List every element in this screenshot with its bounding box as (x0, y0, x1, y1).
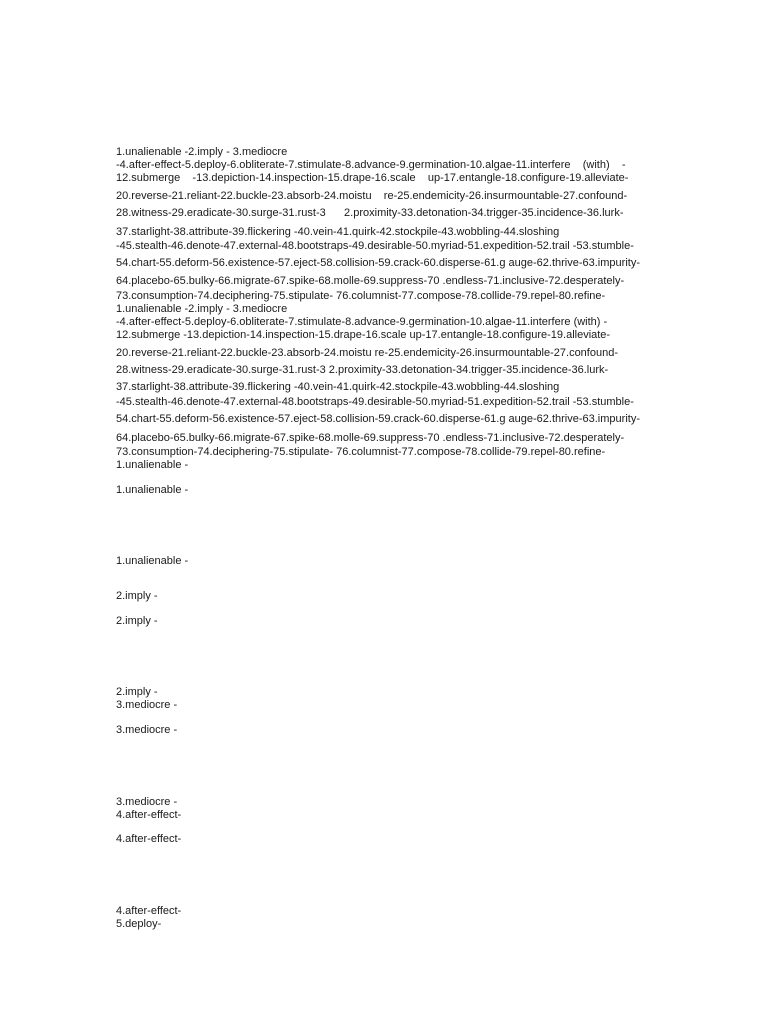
vocab-line: -45.stealth-46.denote-47.external-48.bootstraps-49.desirable-50.myriad-51.expedition-52.trail -53.stumble- (116, 396, 634, 408)
entry-line: 1.unalienable - (116, 555, 189, 567)
entry-line: 3.mediocre - (116, 699, 178, 711)
vocab-line: -45.stealth-46.denote-47.external-48.bootstraps-49.desirable-50.myriad-51.expedition-52.trail -53.stumble- (116, 240, 634, 252)
vocab-line: 12.submerge -13.depiction-14.inspection-15.drape-16.scale up-17.entangle-18.configure-19.alleviate- (116, 172, 629, 184)
entry-line: 3.mediocre - (116, 796, 178, 808)
vocab-line: 64.placebo-65.bulky-66.migrate-67.spike-68.molle-69.suppress-70 .endless-71.inclusive-72.desperately- (116, 275, 625, 287)
vocab-line: 54.chart-55.deform-56.existence-57.eject-58.collision-59.crack-60.disperse-61.g auge-62.thrive-63.impurity- (116, 257, 640, 269)
entry-line: 4.after-effect- (116, 833, 182, 845)
vocab-line: -4.after-effect-5.deploy-6.obliterate-7.stimulate-8.advance-9.germination-10.algae-11.interfere (with) - (116, 159, 626, 171)
entry-line: 1.unalienable - (116, 484, 189, 496)
vocab-line: -4.after-effect-5.deploy-6.obliterate-7.stimulate-8.advance-9.germination-10.algae-11.interfere (with) - (116, 316, 608, 328)
vocab-line: 1.unalienable -2.imply - 3.mediocre (116, 146, 288, 158)
vocab-line: 1.unalienable -2.imply - 3.mediocre (116, 303, 288, 315)
entry-line: 2.imply - (116, 686, 158, 698)
vocab-line: 28.witness-29.eradicate-30.surge-31.rust-3 2.proximity-33.detonation-34.trigger-35.incidence-36.lurk- (116, 207, 624, 219)
entry-line: 4.after-effect- (116, 905, 182, 917)
entry-line: 4.after-effect- (116, 809, 182, 821)
entry-line: 1.unalienable - (116, 459, 189, 471)
vocab-line: 37.starlight-38.attribute-39.flickering -40.vein-41.quirk-42.stockpile-43.wobbling-44.sloshing (116, 226, 560, 238)
vocab-line: 12.submerge -13.depiction-14.inspection-15.drape-16.scale up-17.entangle-18.configure-19.alleviate- (116, 329, 611, 341)
vocab-line: 54.chart-55.deform-56.existence-57.eject-58.collision-59.crack-60.disperse-61.g auge-62.thrive-63.impurity- (116, 413, 640, 425)
vocab-line: 73.consumption-74.deciphering-75.stipulate- 76.columnist-77.compose-78.collide-79.repel-80.refine- (116, 446, 606, 458)
entry-line: 3.mediocre - (116, 724, 178, 736)
entry-line: 2.imply - (116, 615, 158, 627)
vocab-line: 28.witness-29.eradicate-30.surge-31.rust-3 2.proximity-33.detonation-34.trigger-35.incidence-36.lurk- (116, 364, 609, 376)
vocab-line: 20.reverse-21.reliant-22.buckle-23.absorb-24.moistu re-25.endemicity-26.insurmountable-27.confound- (116, 190, 628, 202)
vocab-line: 64.placebo-65.bulky-66.migrate-67.spike-68.molle-69.suppress-70 .endless-71.inclusive-72.desperately- (116, 432, 625, 444)
vocab-line: 73.consumption-74.deciphering-75.stipulate- 76.columnist-77.compose-78.collide-79.repel-80.refine- (116, 290, 606, 302)
vocab-line: 37.starlight-38.attribute-39.flickering -40.vein-41.quirk-42.stockpile-43.wobbling-44.sloshing (116, 381, 560, 393)
vocab-line: 20.reverse-21.reliant-22.buckle-23.absorb-24.moistu re-25.endemicity-26.insurmountable-27.confound- (116, 347, 618, 359)
entry-line: 2.imply - (116, 590, 158, 602)
entry-line: 5.deploy- (116, 918, 162, 930)
